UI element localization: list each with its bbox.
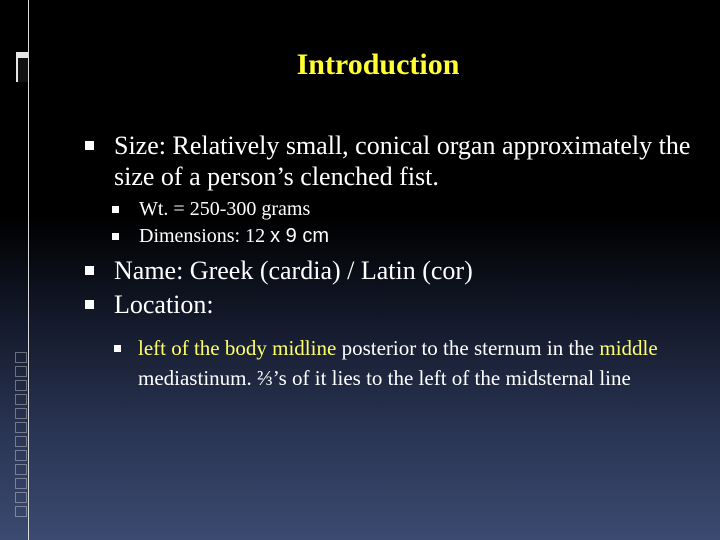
- weight-text: Wt. = 250-300 grams: [139, 198, 311, 220]
- square-bullet-icon: [114, 345, 121, 352]
- decorative-square: [15, 394, 27, 405]
- square-bullet-icon: [112, 206, 119, 213]
- decorative-square: [15, 506, 27, 517]
- square-bullet-icon: [85, 266, 94, 275]
- square-bullet-icon: [112, 233, 119, 240]
- decorative-square: [15, 450, 27, 461]
- slide-title: Introduction: [296, 48, 460, 81]
- location-part2: midline: [272, 336, 337, 360]
- location-part1: left of the body: [138, 336, 273, 360]
- location-part3: posterior to the sternum in the: [336, 336, 600, 360]
- slide-content: [86, 130, 706, 393]
- location-part4: middle: [599, 336, 658, 360]
- decorative-square: [15, 464, 27, 475]
- decorative-squares: [15, 352, 27, 520]
- decorative-square: [15, 478, 27, 489]
- bullet-dimensions: [86, 223, 706, 250]
- decorative-square: [15, 422, 27, 433]
- location-part5: mediastinum. ⅔’s of it lies to the left of the midsternal line: [138, 366, 631, 390]
- location-label: Location:: [114, 290, 214, 319]
- bullet-location-detail: [86, 333, 706, 393]
- decorative-square: [15, 436, 27, 447]
- bullet-weight: [86, 196, 706, 223]
- dimensions-units: x 9 cm: [270, 225, 330, 247]
- size-text: Size: Relatively small, conical organ approximately the size of a person’s clenched fist.: [114, 131, 691, 191]
- bullet-name: [86, 255, 706, 286]
- square-bullet-icon: [85, 141, 94, 150]
- decorative-square: [15, 352, 27, 363]
- bullet-location: [86, 289, 706, 320]
- decorative-square: [15, 408, 27, 419]
- square-bullet-icon: [85, 300, 94, 309]
- bullet-size: [86, 130, 706, 192]
- dimensions-text: Dimensions: 12: [139, 225, 271, 247]
- decorative-square: [15, 380, 27, 391]
- name-text: Name: Greek (cardia) / Latin (cor): [114, 256, 473, 285]
- decorative-square: [15, 492, 27, 503]
- decorative-square: [15, 366, 27, 377]
